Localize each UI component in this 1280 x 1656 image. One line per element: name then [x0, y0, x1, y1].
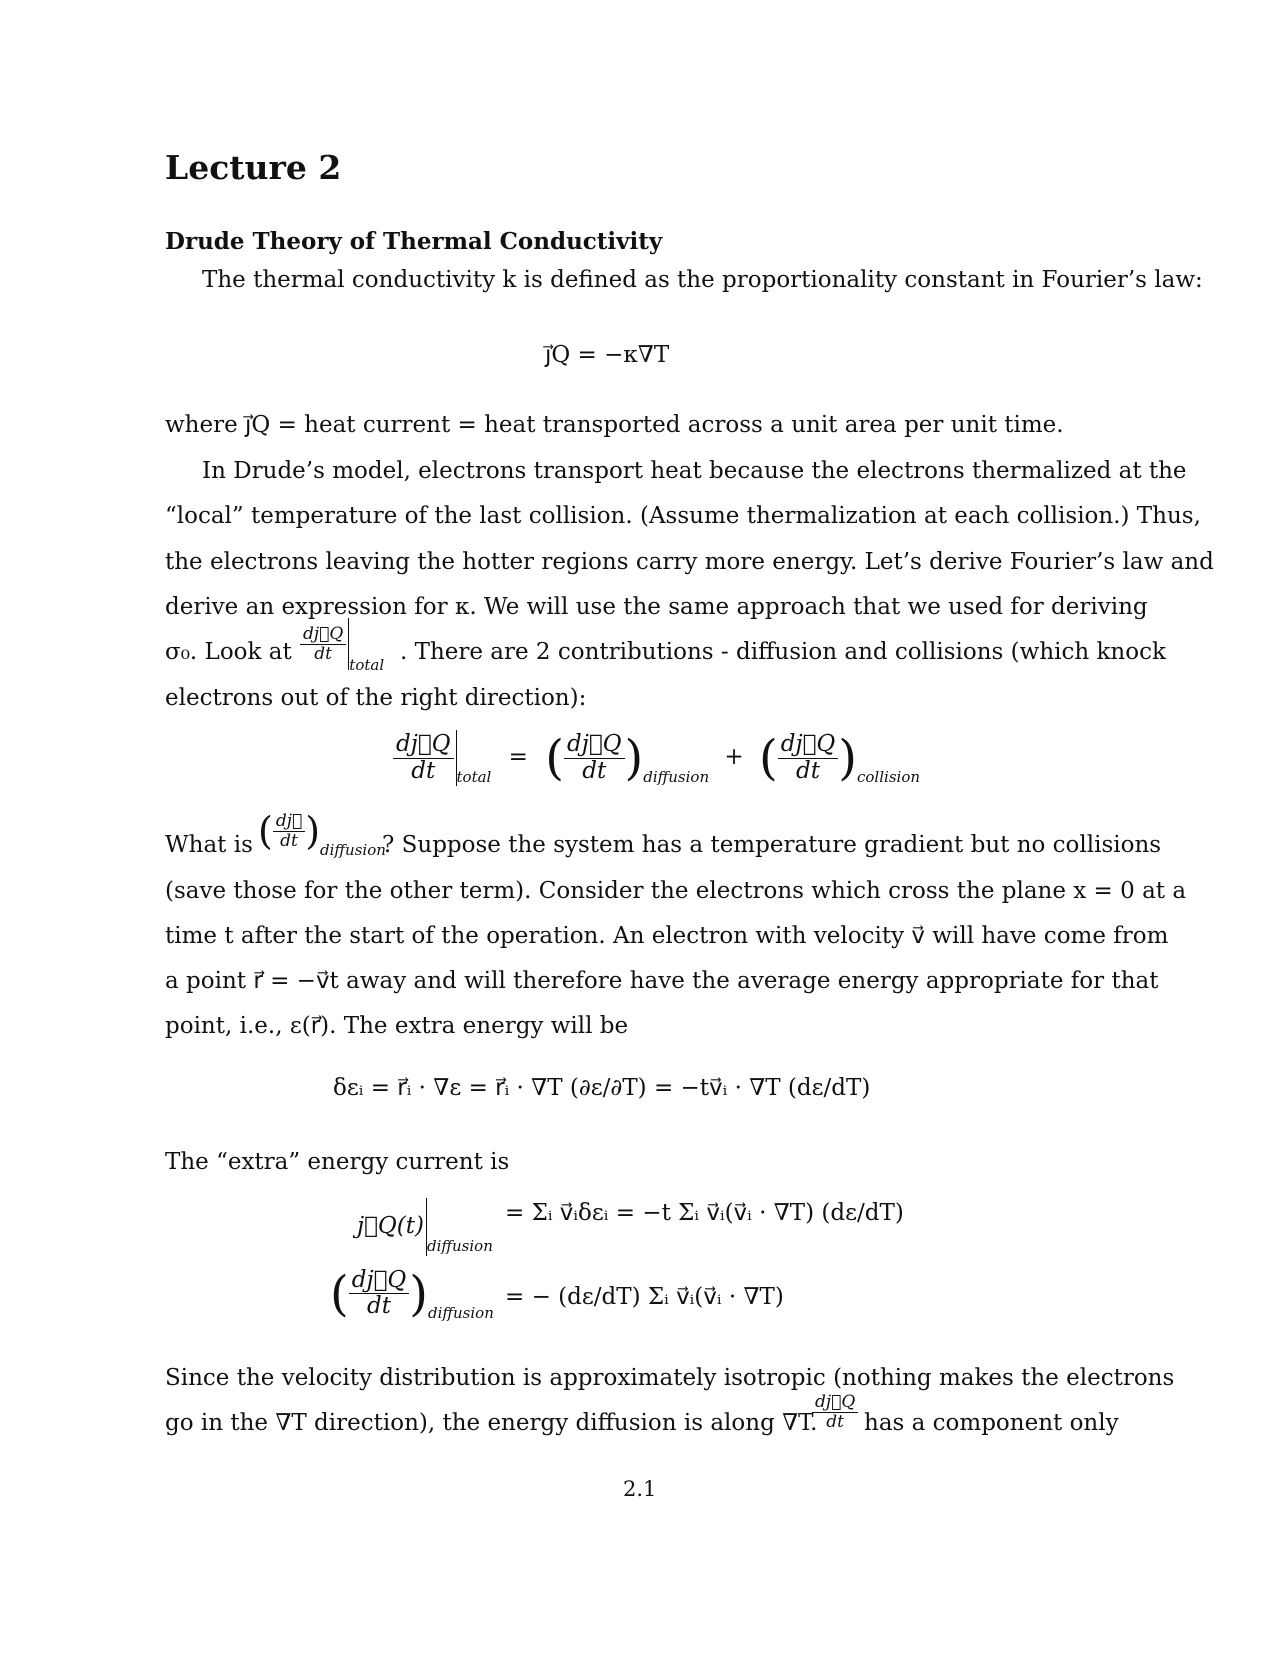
paragraph-whatis-line3: time t after the start of the operation. An electron with velocity v⃗ will have come from	[165, 923, 1169, 949]
paragraph-heat-current-def: where j⃗Q = heat current = heat transported across a unit area per unit time.	[165, 412, 1064, 438]
lhs-numerator: dj⃗Q	[393, 732, 454, 758]
page-number: 2.1	[623, 1477, 657, 1501]
paragraph-drude-line6: electrons out of the right direction):	[165, 685, 587, 711]
lhs-denominator: dt	[411, 757, 436, 784]
collision-numerator: dj⃗Q	[778, 732, 839, 758]
row2-denominator: dt	[367, 1293, 391, 1320]
subscript-total: total	[349, 656, 385, 674]
paragraph-isotropic-line2b: has a component only	[864, 1410, 1119, 1436]
paragraph-drude-line5a: σ₀. Look at	[165, 639, 292, 665]
inline-derivative	[812, 1393, 858, 1431]
subscript-diffusion: diffusion	[427, 1303, 494, 1322]
paragraph-isotropic-line1: Since the velocity distribution is approximately isotropic (nothing makes the electrons	[165, 1365, 1175, 1391]
equation-row1-lhs	[357, 1198, 493, 1256]
inline-derivative-diffusion: ( $\frac{dj⃗}{dt}$ )$_{diffusion}$	[258, 809, 386, 860]
paragraph-drude-line3: the electrons leaving the hotter regions carry more energy. Let’s derive Fourier’s law and	[165, 549, 1214, 575]
subscript-collision: collision	[857, 768, 921, 786]
diffusion-numerator: dj⃗Q	[564, 732, 625, 758]
paragraph-extra-current: The “extra” energy current is	[165, 1149, 510, 1175]
paragraph-drude-line1: In Drude’s model, electrons transport heat because the electrons thermalized at the	[202, 458, 1187, 484]
frac-denominator: dt	[314, 643, 332, 664]
subscript-diffusion: diffusion	[426, 1237, 493, 1255]
plus-sign: +	[724, 744, 744, 770]
lhs-subscript-total: total	[456, 768, 492, 786]
frac-denominator: dt	[280, 830, 298, 851]
paragraph-drude-line5b: . There are 2 contributions - diffusion and collisions (which knock	[400, 639, 1166, 665]
paragraph-whatis-line2: (save those for the other term). Consider the electrons which cross the plane x = 0 at a	[165, 878, 1187, 904]
frac-numerator: dj⃗	[273, 812, 305, 832]
frac-numerator: dj⃗Q	[812, 1393, 858, 1413]
paragraph-whatis-line1a: What is	[165, 832, 253, 858]
jq-of-t: j⃗Q(t)	[357, 1213, 424, 1239]
section-title: Drude Theory of Thermal Conductivity	[165, 228, 663, 255]
paragraph-isotropic-line2a: go in the ∇T direction), the energy diffusion is along ∇T.	[165, 1410, 818, 1436]
paragraph-drude-line4: derive an expression for κ. We will use the same approach that we used for deriving	[165, 594, 1148, 620]
frac-numerator: dj⃗Q	[300, 625, 346, 645]
frac-denominator: dt	[826, 1411, 844, 1432]
equation-row2-lhs: ( $\frac{dj⃗Q}{dt}$ )$_{diffusion}$	[330, 1265, 494, 1322]
equals-sign: =	[508, 744, 528, 770]
paragraph-drude-line2: “local” temperature of the last collision. (Assume thermalization at each collision.) Thus,	[165, 503, 1201, 529]
collision-denominator: dt	[796, 757, 820, 784]
inline-derivative-total	[300, 618, 385, 674]
paragraph-whatis-line1b: ? Suppose the system has a temperature gradient but no collisions	[382, 832, 1162, 858]
equation-total-derivative: $\frac{dj⃗Q}{dt}$ $_{total}$ = ( $\frac{dj⃗Q}{dt}$ )$_{diffusion}$ + ( $\frac{dj⃗Q}{dt}$ )$_{collision}$	[393, 730, 920, 786]
equation-fourier-law: j⃗Q = −κ∇T	[545, 342, 670, 368]
lecture-title: Lecture 2	[165, 148, 342, 187]
subscript-diffusion: diffusion	[643, 768, 710, 786]
diffusion-denominator: dt	[582, 757, 607, 784]
paragraph-whatis-line4: a point r⃗ = −v⃗t away and will therefore have the average energy appropriate for that	[165, 968, 1159, 994]
paragraph-whatis-line5: point, i.e., ε(r⃗). The extra energy will be	[165, 1013, 629, 1039]
row2-numerator: dj⃗Q	[349, 1268, 410, 1294]
equation-extra-energy: δεᵢ = r⃗ᵢ · ∇ε = r⃗ᵢ · ∇T (∂ε/∂T) = −tv⃗ᵢ · ∇T (dε/dT)	[333, 1075, 871, 1101]
equation-row1-rhs: = Σᵢ v⃗ᵢδεᵢ = −t Σᵢ v⃗ᵢ(v⃗ᵢ · ∇T) (dε/dT)	[505, 1200, 904, 1226]
paragraph-intro: The thermal conductivity k is defined as the proportionality constant in Fourier’s law:	[202, 267, 1203, 293]
subscript-diffusion: diffusion	[320, 841, 386, 860]
equation-row2-rhs: = − (dε/dT) Σᵢ v⃗ᵢ(v⃗ᵢ · ∇T)	[505, 1284, 784, 1310]
